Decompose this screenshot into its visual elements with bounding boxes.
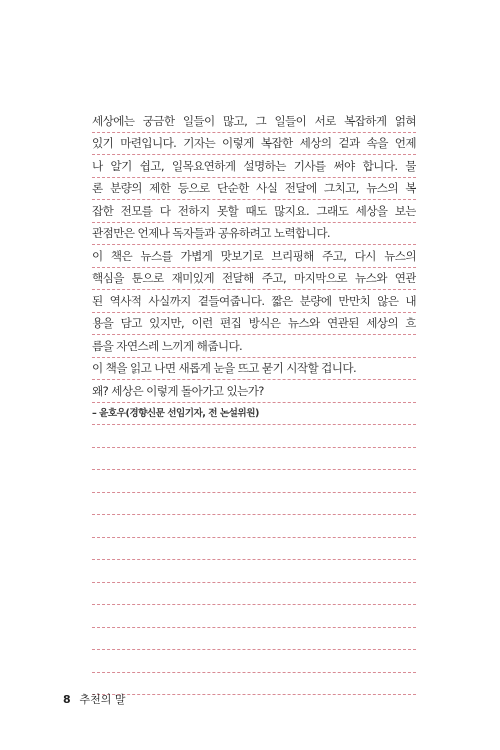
ruled-line bbox=[92, 650, 416, 673]
ruled-line bbox=[92, 245, 416, 268]
body-line: 관점만은 언제나 독자들과 공유하려고 노력합니다. bbox=[92, 226, 331, 240]
ruled-line bbox=[92, 425, 416, 448]
body-line: 왜? 세상은 이렇게 돌아가고 있는가? bbox=[92, 383, 264, 398]
body-line: 핵심을 툰으로 재미있게 전달해 주고, 마지막으로 뉴스와 연관 bbox=[92, 271, 416, 285]
ruled-line bbox=[92, 628, 416, 651]
ruled-line bbox=[92, 133, 416, 156]
ruled-line bbox=[92, 448, 416, 471]
page-footer bbox=[63, 691, 126, 707]
body-line: 있기 마련입니다. 기자는 이렇게 복잡한 세상의 겉과 속을 언제 bbox=[92, 136, 416, 150]
body-line: 이 책은 뉴스를 가볍게 맛보기로 브리핑해 주고, 다시 뉴스의 bbox=[92, 248, 416, 263]
ruled-line bbox=[92, 515, 416, 538]
ruled-line bbox=[92, 200, 416, 223]
ruled-line bbox=[92, 290, 416, 313]
ruled-line bbox=[92, 403, 416, 426]
body-line: 된 역사적 사실까지 곁들여줍니다. 짧은 분량에 만만치 않은 내 bbox=[92, 293, 416, 308]
ruled-line bbox=[92, 358, 416, 381]
body-line: 용을 담고 있지만, 이런 편집 방식은 뉴스와 연관된 세상의 흐 bbox=[92, 316, 416, 330]
ruled-text-area bbox=[92, 110, 416, 695]
body-line: 론 분량의 제한 등으로 단순한 사실 전달에 그치고, 뉴스의 복 bbox=[92, 181, 416, 195]
ruled-line bbox=[92, 178, 416, 201]
ruled-line bbox=[92, 560, 416, 583]
section-title: 추천의 말 bbox=[79, 693, 126, 706]
ruled-line bbox=[92, 673, 416, 696]
ruled-line bbox=[92, 335, 416, 358]
ruled-line bbox=[92, 538, 416, 561]
body-line: 세상에는 궁금한 일들이 많고, 그 일들이 서로 복잡하게 얽혀 bbox=[92, 113, 416, 128]
body-line: 나 알기 쉽고, 일목요연하게 설명하는 기사를 써야 합니다. 물 bbox=[92, 158, 416, 173]
ruled-line bbox=[92, 155, 416, 178]
ruled-line bbox=[92, 110, 416, 133]
ruled-line bbox=[92, 493, 416, 516]
signature: – 윤호우(경향신문 선임기자, 전 논설위원) bbox=[92, 408, 259, 419]
ruled-line bbox=[92, 605, 416, 628]
page-number: 8 bbox=[63, 693, 71, 706]
ruled-line bbox=[92, 223, 416, 246]
ruled-line bbox=[92, 583, 416, 606]
ruled-line bbox=[92, 380, 416, 403]
body-line: 이 책을 읽고 나면 새롭게 눈을 뜨고 묻기 시작할 겁니다. bbox=[92, 361, 357, 375]
ruled-line bbox=[92, 470, 416, 493]
body-line: 름을 자연스레 느끼게 해줍니다. bbox=[92, 338, 243, 353]
ruled-line bbox=[92, 268, 416, 291]
ruled-line bbox=[92, 313, 416, 336]
body-line: 잡한 전모를 다 전하지 못할 때도 많지요. 그래도 세상을 보는 bbox=[92, 203, 416, 218]
